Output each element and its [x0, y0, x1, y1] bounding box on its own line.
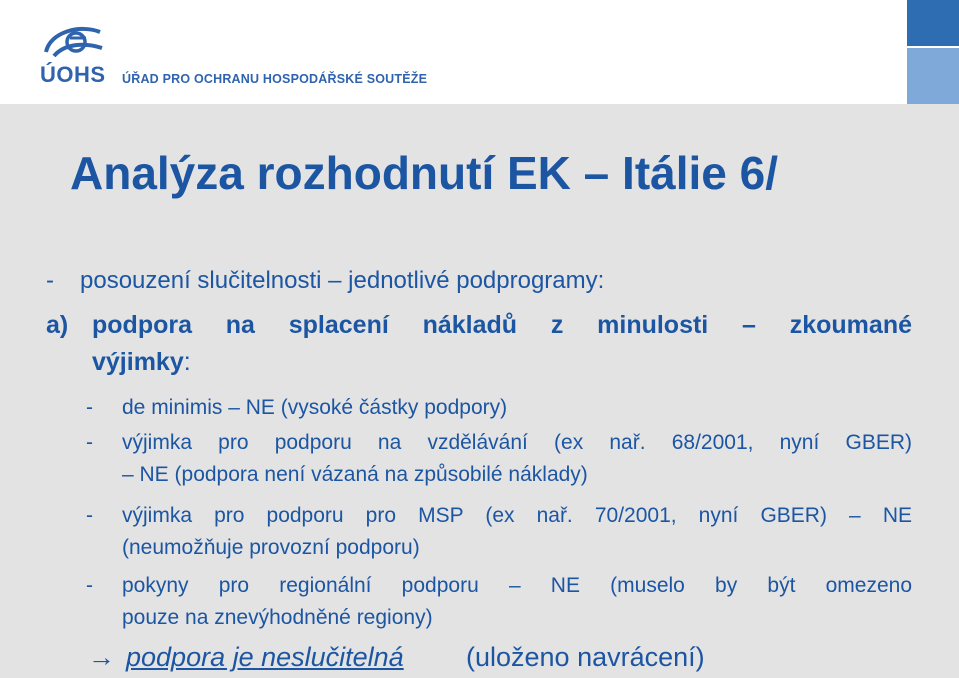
arrow-right-icon: →	[88, 642, 115, 672]
corner-accent-light	[907, 48, 959, 104]
conclusion-verdict: podpora je neslučitelná	[126, 642, 404, 672]
subprogram-marker: a)	[46, 311, 69, 339]
item-text-line2: – NE (podpora není vázaná na způsobilé náklady)	[122, 463, 588, 486]
subprogram-colon: :	[183, 348, 191, 376]
subprogram-heading-line1: podpora na splacení nákladů z minulosti – zkoumané	[92, 311, 912, 339]
item-text: výjimka pro podporu pro MSP (ex nař. 70/2001, nyní GBER) – NE	[122, 504, 912, 527]
subprogram-heading-word: výjimky	[92, 348, 184, 376]
logo-fullname: ÚŘAD PRO OCHRANU HOSPODÁŘSKÉ SOUTĚŽE	[122, 72, 428, 86]
bullet-dash: -	[46, 267, 54, 294]
header	[0, 0, 959, 104]
item-dash: -	[86, 574, 93, 597]
item-text-line2: (neumožňuje provozní podporu)	[122, 536, 420, 559]
item-dash: -	[86, 504, 93, 527]
item-text: výjimka pro podporu na vzdělávání (ex nař. 68/2001, nyní GBER)	[122, 431, 912, 454]
item-text: de minimis – NE (vysoké částky podpory)	[122, 396, 508, 419]
corner-accent-dark	[907, 0, 959, 46]
item-text: pokyny pro regionální podporu – NE (muselo by být omezeno	[122, 574, 912, 597]
slide-body	[0, 104, 959, 678]
item-text-line2: pouze na znevýhodněné regiony)	[122, 606, 433, 629]
uohs-logo-icon	[40, 22, 112, 62]
bullet-text: posouzení slučitelnosti – jednotlivé podprogramy:	[80, 267, 605, 294]
subprogram-heading-line2	[92, 348, 191, 377]
slide-title: Analýza rozhodnutí EK – Itálie 6/	[70, 147, 779, 199]
item-dash: -	[86, 396, 93, 419]
item-dash: -	[86, 431, 93, 454]
conclusion-remedy: (uloženo navrácení)	[466, 642, 705, 672]
logo-acronym: ÚOHS	[40, 62, 106, 87]
